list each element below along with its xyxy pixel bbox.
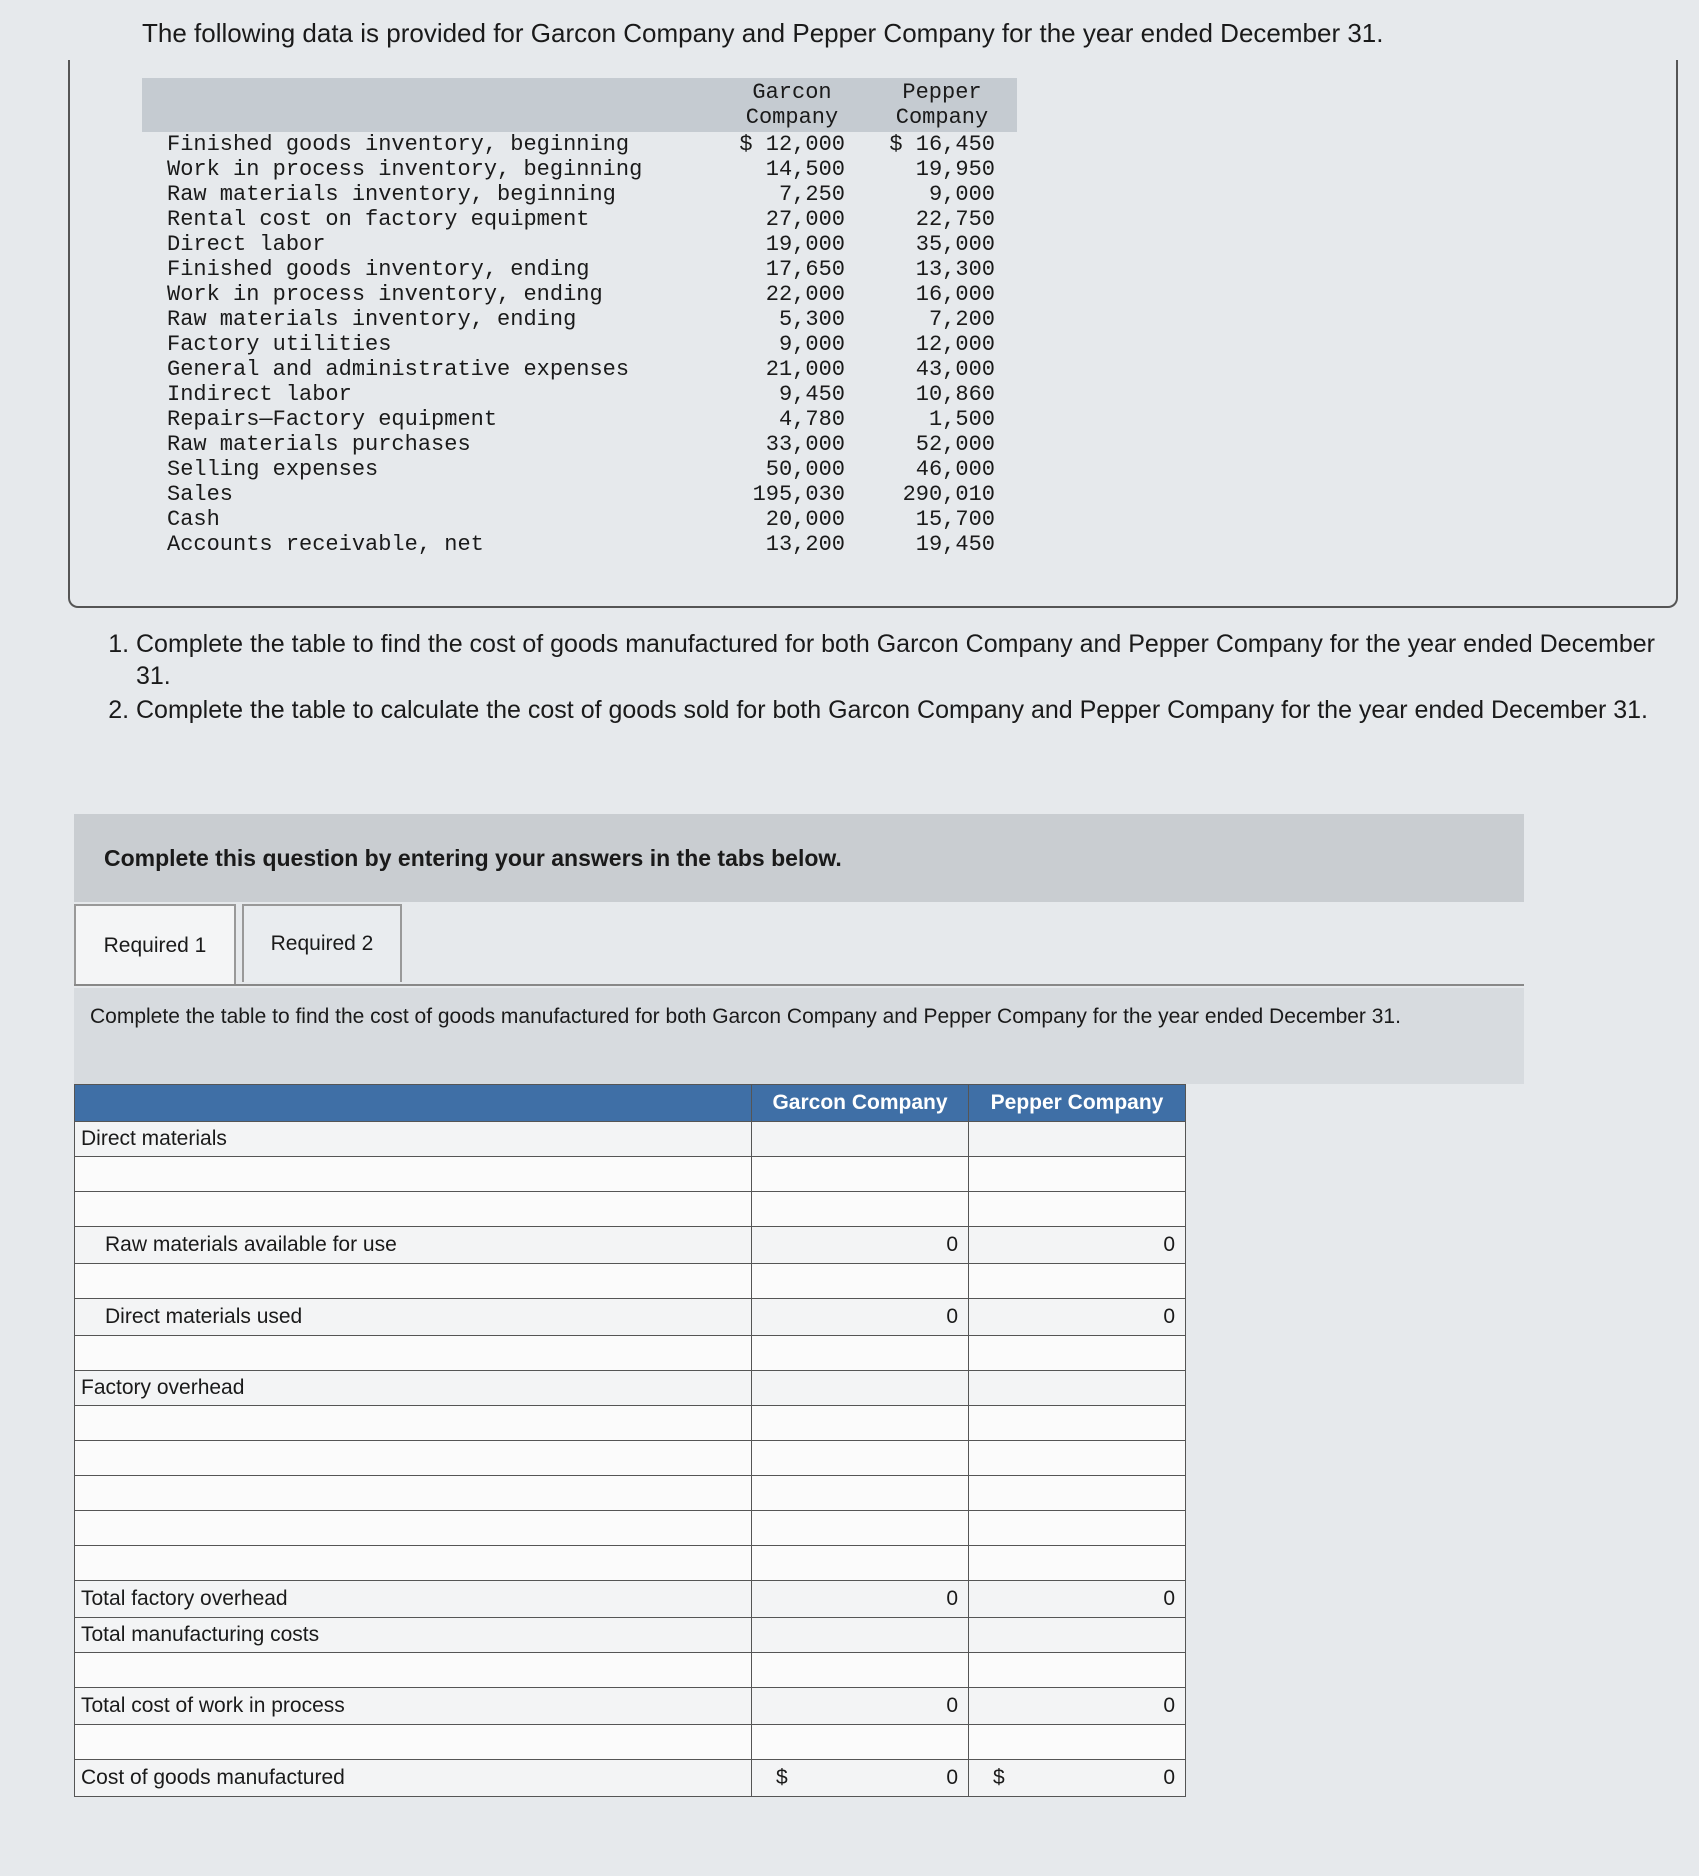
garcon-input[interactable]	[752, 1406, 969, 1441]
garcon-total	[752, 1688, 969, 1725]
tab-description	[74, 988, 1524, 1084]
pepper-input[interactable]	[969, 1725, 1186, 1760]
pepper-input[interactable]	[969, 1653, 1186, 1688]
garcon-total-value: 0	[946, 1766, 958, 1789]
cogm-input-row	[75, 1406, 1186, 1441]
given-data-row	[142, 532, 1017, 557]
pepper-value: 12,000	[915, 332, 995, 357]
account-select[interactable]	[75, 1264, 752, 1299]
cogm-total-row	[75, 1227, 1186, 1264]
garcon-value: 20,000	[765, 507, 845, 532]
cogm-section-row	[75, 1122, 1186, 1157]
cogm-total-row	[75, 1760, 1186, 1797]
dollar-sign: $	[993, 1766, 1005, 1789]
garcon-input[interactable]	[752, 1336, 969, 1371]
garcon-value: 22,000	[765, 282, 845, 307]
pepper-value: 10,860	[915, 382, 995, 407]
garcon-cell	[752, 1122, 969, 1157]
garcon-value: 50,000	[765, 457, 845, 482]
row-label: Work in process inventory, ending	[167, 282, 603, 307]
cogm-row-label: Cost of goods manufactured	[75, 1760, 752, 1797]
row-label: Sales	[167, 482, 234, 507]
tab-label: Required 1	[103, 934, 207, 957]
pepper-total-value: 0	[1163, 1587, 1175, 1610]
pepper-cell	[969, 1122, 1186, 1157]
account-select[interactable]	[75, 1336, 752, 1371]
cogm-total-row	[75, 1688, 1186, 1725]
garcon-total	[752, 1227, 969, 1264]
garcon-input[interactable]	[752, 1653, 969, 1688]
cogm-input-row	[75, 1511, 1186, 1546]
pepper-value: 52,000	[915, 432, 995, 457]
garcon-value: 7,250	[778, 182, 845, 207]
row-label: Repairs—Factory equipment	[167, 407, 498, 432]
cogm-header-blank	[75, 1085, 752, 1122]
pepper-value: 19,450	[915, 532, 995, 557]
given-data-row	[142, 357, 1017, 382]
pepper-input[interactable]	[969, 1476, 1186, 1511]
intro-text: The following data is provided for Garcon Company and Pepper Company for the year ended December 31.	[142, 18, 1384, 48]
cogm-input-row	[75, 1653, 1186, 1688]
given-data-row	[142, 382, 1017, 407]
cogm-section-row	[75, 1371, 1186, 1406]
garcon-value: 21,000	[765, 357, 845, 382]
garcon-value: 14,500	[765, 157, 845, 182]
garcon-total-value: 0	[946, 1305, 958, 1328]
garcon-input[interactable]	[752, 1157, 969, 1192]
row-label: Finished goods inventory, beginning	[167, 132, 630, 157]
pepper-total-value: 0	[1163, 1694, 1175, 1717]
cogm-section-row	[75, 1618, 1186, 1653]
given-data-row	[142, 282, 1017, 307]
cogm-row-label: Direct materials used	[75, 1299, 752, 1336]
garcon-input[interactable]	[752, 1725, 969, 1760]
pepper-input[interactable]	[969, 1157, 1186, 1192]
garcon-value: 33,000	[765, 432, 845, 457]
cogm-total-row	[75, 1299, 1186, 1336]
cogm-input-row	[75, 1192, 1186, 1227]
pepper-value: 16,000	[915, 282, 995, 307]
given-data-row	[142, 507, 1017, 532]
cogm-input-row	[75, 1264, 1186, 1299]
cogm-input-row	[75, 1725, 1186, 1760]
given-data-row	[142, 207, 1017, 232]
given-data-row	[142, 307, 1017, 332]
pepper-value: 19,950	[915, 157, 995, 182]
instruction-text: Complete this question by entering your answers in the tabs below.	[104, 844, 842, 871]
pepper-cell	[969, 1618, 1186, 1653]
account-select[interactable]	[75, 1653, 752, 1688]
cogm-header-pepper: Pepper Company	[969, 1085, 1186, 1122]
dollar-sign: $	[776, 1766, 788, 1789]
garcon-total	[752, 1299, 969, 1336]
tab-description-text: Complete the table to find the cost of goods manufactured for both Garcon Company and Pepper Company for the year ended December 31.	[90, 1005, 1401, 1028]
cogm-row-label: Total cost of work in process	[75, 1688, 752, 1725]
pepper-input[interactable]	[969, 1192, 1186, 1227]
given-data-header	[142, 78, 1017, 132]
row-label: Raw materials purchases	[167, 432, 471, 457]
account-select[interactable]	[75, 1476, 752, 1511]
pepper-total	[969, 1688, 1186, 1725]
tab-required-2[interactable]	[242, 904, 402, 982]
given-data-row	[142, 157, 1017, 182]
pepper-total	[969, 1581, 1186, 1618]
row-label: Factory utilities	[167, 332, 392, 357]
tab-divider	[74, 984, 1524, 986]
cogm-header	[75, 1085, 1186, 1122]
given-data-row	[142, 482, 1017, 507]
pepper-input[interactable]	[969, 1406, 1186, 1441]
pepper-value: 35,000	[915, 232, 995, 257]
given-data-row	[142, 132, 1017, 157]
cogm-row-label: Factory overhead	[75, 1371, 752, 1406]
pepper-total	[969, 1227, 1186, 1264]
pepper-total-value: 0	[1163, 1766, 1175, 1789]
pepper-value: 290,010	[902, 482, 995, 507]
given-data-row	[142, 182, 1017, 207]
garcon-value: 195,030	[752, 482, 845, 507]
garcon-value: 27,000	[765, 207, 845, 232]
garcon-input[interactable]	[752, 1192, 969, 1227]
given-data-row	[142, 232, 1017, 257]
pepper-total-value: 0	[1163, 1305, 1175, 1328]
garcon-value: 19,000	[765, 232, 845, 257]
account-select[interactable]	[75, 1441, 752, 1476]
pepper-value: 13,300	[915, 257, 995, 282]
account-select[interactable]	[75, 1511, 752, 1546]
garcon-value: 4,780	[778, 407, 845, 432]
pepper-total	[969, 1760, 1186, 1797]
row-label: Selling expenses	[167, 457, 379, 482]
instruction-bar	[74, 814, 1524, 902]
row-label: Accounts receivable, net	[167, 532, 484, 557]
pepper-value: 46,000	[915, 457, 995, 482]
garcon-total-value: 0	[946, 1694, 958, 1717]
cogm-total-row	[75, 1581, 1186, 1618]
cogm-input-row	[75, 1336, 1186, 1371]
garcon-total-value: 0	[946, 1587, 958, 1610]
header-pepper: Pepper Company	[867, 78, 1017, 132]
garcon-total-value: 0	[946, 1233, 958, 1256]
garcon-value: $ 12,000	[739, 132, 845, 157]
garcon-total	[752, 1760, 969, 1797]
garcon-value: 17,650	[765, 257, 845, 282]
cogm-input-row	[75, 1546, 1186, 1581]
account-select[interactable]	[75, 1725, 752, 1760]
pepper-input[interactable]	[969, 1264, 1186, 1299]
tab-label: Required 2	[270, 932, 374, 955]
pepper-value: 1,500	[928, 407, 995, 432]
row-label: Rental cost on factory equipment	[167, 207, 590, 232]
pepper-input[interactable]	[969, 1511, 1186, 1546]
garcon-value: 9,450	[778, 382, 845, 407]
row-label: Work in process inventory, beginning	[167, 157, 643, 182]
pepper-total-value: 0	[1163, 1233, 1175, 1256]
header-blank	[142, 78, 717, 132]
pepper-value: $ 16,450	[889, 132, 995, 157]
account-select[interactable]	[75, 1546, 752, 1581]
cogm-row-label: Total factory overhead	[75, 1581, 752, 1618]
garcon-input[interactable]	[752, 1264, 969, 1299]
account-select[interactable]	[75, 1192, 752, 1227]
given-data-table	[142, 78, 1017, 557]
garcon-cell	[752, 1618, 969, 1653]
cogm-header-garcon: Garcon Company	[752, 1085, 969, 1122]
pepper-input[interactable]	[969, 1336, 1186, 1371]
pepper-total	[969, 1299, 1186, 1336]
garcon-input[interactable]	[752, 1441, 969, 1476]
row-label: Finished goods inventory, ending	[167, 257, 590, 282]
row-label: Direct labor	[167, 232, 326, 257]
garcon-input[interactable]	[752, 1476, 969, 1511]
cogm-row-label: Direct materials	[75, 1122, 752, 1157]
account-select[interactable]	[75, 1157, 752, 1192]
row-label: Cash	[167, 507, 220, 532]
question-list	[104, 628, 1696, 728]
row-label: Raw materials inventory, beginning	[167, 182, 616, 207]
cogm-row-label: Raw materials available for use	[75, 1227, 752, 1264]
pepper-input[interactable]	[969, 1441, 1186, 1476]
pepper-value: 9,000	[928, 182, 995, 207]
cogm-input-row	[75, 1476, 1186, 1511]
pepper-value: 15,700	[915, 507, 995, 532]
given-data-row	[142, 407, 1017, 432]
row-label: Indirect labor	[167, 382, 352, 407]
row-label: General and administrative expenses	[167, 357, 630, 382]
cogm-input-row	[75, 1441, 1186, 1476]
garcon-value: 13,200	[765, 532, 845, 557]
given-data-row	[142, 257, 1017, 282]
question-2: 2. Complete the table to calculate the cost of goods sold for both Garcon Company and Pepper Company for the year ended December 31.	[136, 694, 1696, 726]
cogm-row-label: Total manufacturing costs	[75, 1618, 752, 1653]
question-1: 1. Complete the table to find the cost of goods manufactured for both Garcon Company and Pepper Company for the year ended December 31.	[136, 628, 1696, 692]
garcon-value: 9,000	[778, 332, 845, 357]
garcon-total	[752, 1581, 969, 1618]
given-data-row	[142, 457, 1017, 482]
tab-bar	[74, 902, 1524, 986]
garcon-input[interactable]	[752, 1546, 969, 1581]
pepper-cell	[969, 1371, 1186, 1406]
garcon-input[interactable]	[752, 1511, 969, 1546]
garcon-cell	[752, 1371, 969, 1406]
row-label: Raw materials inventory, ending	[167, 307, 577, 332]
garcon-value: 5,300	[778, 307, 845, 332]
header-garcon: Garcon Company	[717, 78, 867, 132]
pepper-value: 7,200	[928, 307, 995, 332]
given-data-row	[142, 332, 1017, 357]
tab-required-1[interactable]	[74, 904, 236, 986]
pepper-input[interactable]	[969, 1546, 1186, 1581]
given-data-row	[142, 432, 1017, 457]
cogm-input-row	[75, 1157, 1186, 1192]
account-select[interactable]	[75, 1406, 752, 1441]
cogm-table	[74, 1084, 1186, 1797]
pepper-value: 22,750	[915, 207, 995, 232]
pepper-value: 43,000	[915, 357, 995, 382]
